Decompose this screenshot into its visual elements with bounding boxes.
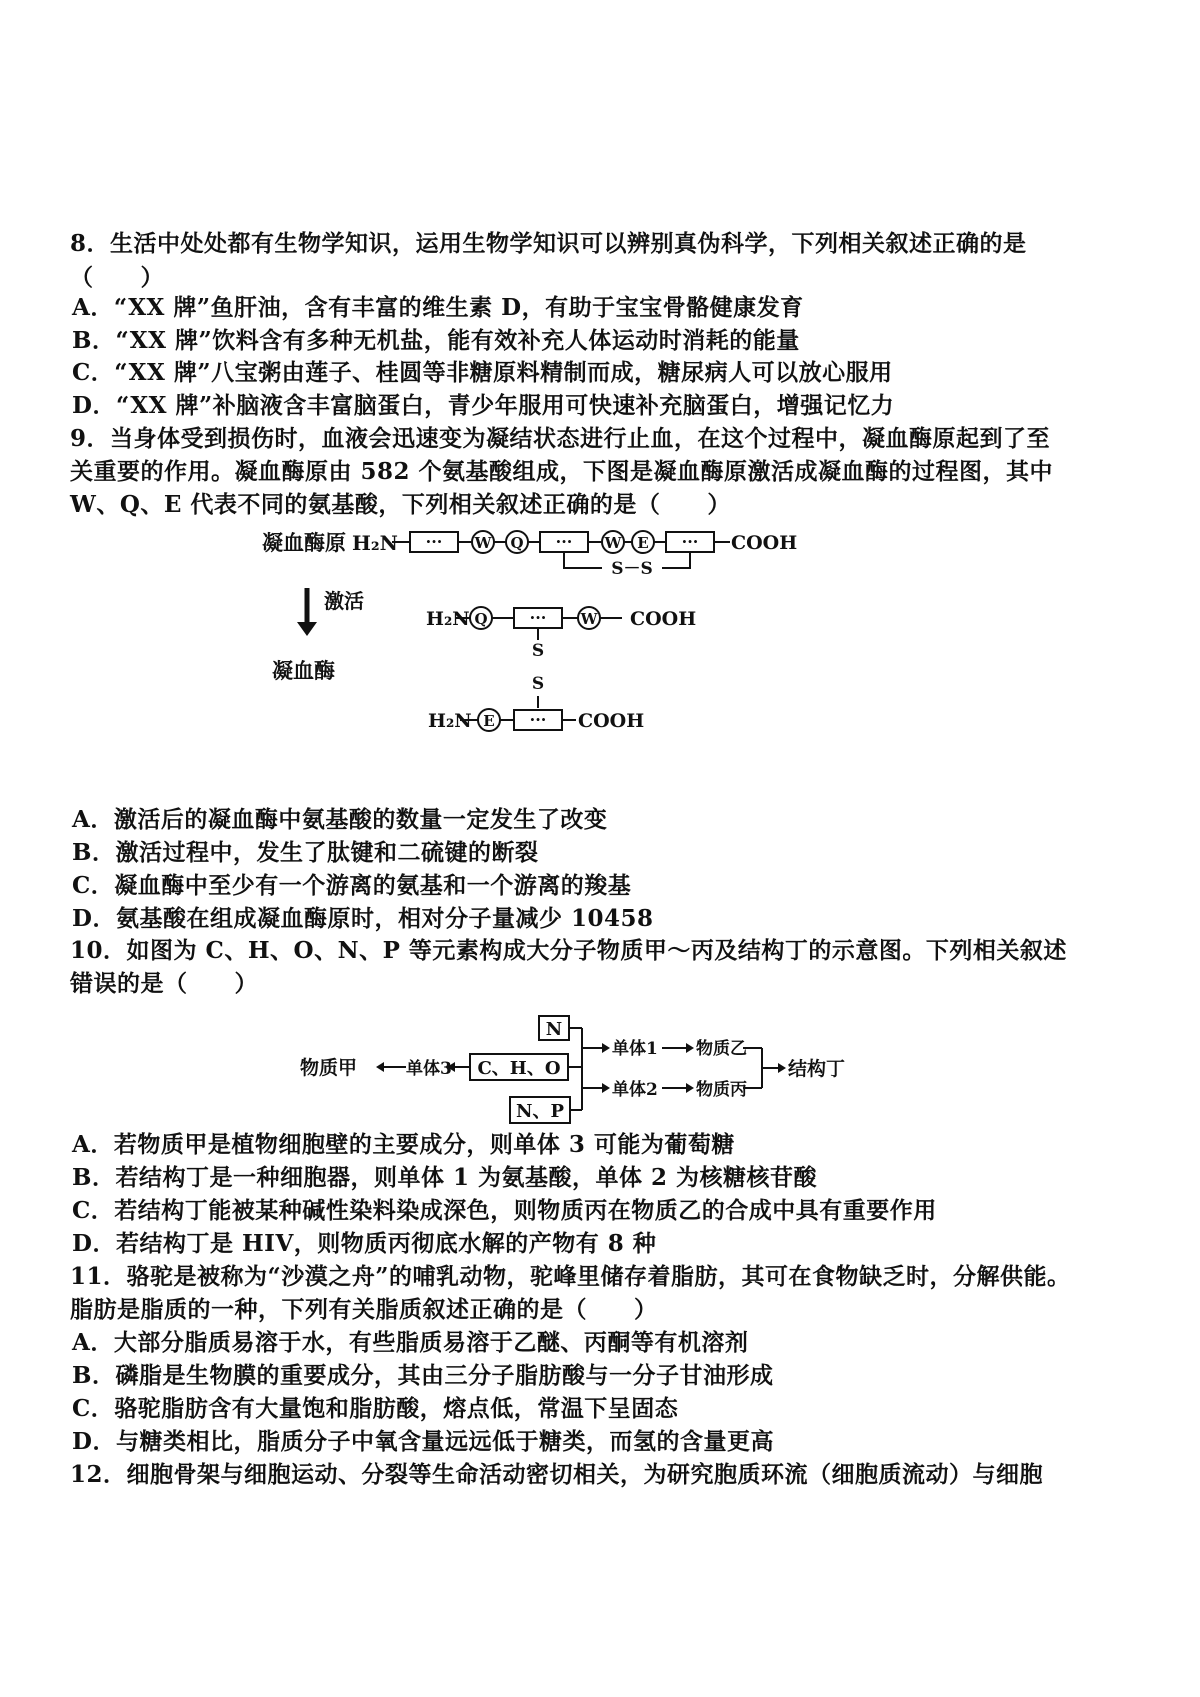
q9-stem-line-2: 关重要的作用。凝血酶原由 582 个氨基酸组成，下图是凝血酶原激活成凝血酶的过程图，其中 [70, 458, 1054, 485]
q8-option-d: D．“XX 牌”补脑液含丰富脑蛋白，青少年服用可快速补充脑蛋白，增强记忆力 [72, 392, 895, 419]
prothrombin-ellipsis-2: ··· [555, 532, 573, 551]
q11-option-a: A．大部分脂质易溶于水，有些脂质易溶于乙醚、丙酮等有机溶剂 [72, 1329, 749, 1356]
label-monomer-1: 单体1 [612, 1039, 658, 1059]
thrombin-w-label: W [580, 610, 598, 628]
q9-option-c: C．凝血酶中至少有一个游离的氨基和一个游离的羧基 [72, 872, 632, 899]
q8-option-a: A．“XX 牌”鱼肝油，含有丰富的维生素 D，有助于宝宝骨骼健康发育 [72, 294, 804, 321]
thrombin-chain2-cooh: COOH [578, 710, 645, 732]
q8-option-c: C．“XX 牌”八宝粥由莲子、桂圆等非糖原料精制而成，糖尿病人可以放心服用 [72, 359, 893, 386]
label-monomer-3: 单体3 [406, 1059, 452, 1079]
prothrombin-disulfide: S－S [611, 559, 653, 579]
thrombin-e-label: E [483, 712, 495, 730]
thrombin-chain2-h2n: H₂N [428, 710, 472, 732]
label-thrombin: 凝血酶 [272, 658, 335, 683]
prothrombin-w1-label: W [474, 534, 492, 552]
thrombin-s-lower: S [531, 674, 545, 694]
thrombin-ellipsis-1: ··· [529, 608, 547, 627]
q10-option-c: C．若结构丁能被某种碱性染料染成深色，则物质丙在物质乙的合成中具有重要作用 [72, 1197, 937, 1224]
label-prothrombin: 凝血酶原 [262, 530, 346, 555]
q9-option-b: B．激活过程中，发生了肽键和二硫键的断裂 [72, 839, 539, 866]
thrombin-ellipsis-2: ··· [529, 710, 547, 729]
label-activate: 激活 [324, 589, 364, 613]
q11-option-d: D．与糖类相比，脂质分子中氧含量远远低于糖类，而氢的含量更高 [72, 1428, 774, 1455]
activation-arrowhead [297, 622, 317, 636]
q10-stem-line-2: 错误的是（ ） [70, 970, 258, 997]
q9-option-d: D．氨基酸在组成凝血酶原时，相对分子量减少 10458 [72, 905, 654, 932]
label-n: N [545, 1019, 563, 1040]
q8-stem-line-2: （ ） [70, 264, 164, 291]
q9-stem-line-1: 9．当身体受到损伤时，血液会迅速变为凝结状态进行止血，在这个过程中，凝血酶原起到了至 [70, 425, 1051, 452]
q12-stem-line-1: 12．细胞骨架与细胞运动、分裂等生命活动密切相关，为研究胞质环流（细胞质流动）与细胞 [70, 1461, 1044, 1488]
label-monomer-2: 单体2 [612, 1080, 658, 1100]
q9-stem-line-3: W、Q、E 代表不同的氨基酸，下列相关叙述正确的是（ ） [70, 491, 731, 518]
prothrombin-cooh: COOH [731, 532, 798, 554]
q10-macromolecule-diagram [300, 1008, 900, 1133]
q9-thrombin-activation-diagram [250, 522, 950, 742]
prothrombin-w2-label: W [604, 534, 622, 552]
thrombin-chain1-h2n: H₂N [426, 608, 470, 630]
q10-option-d: D．若结构丁是 HIV，则物质丙彻底水解的产物有 8 种 [72, 1230, 657, 1257]
label-structure-ding: 结构丁 [788, 1058, 846, 1080]
q11-option-c: C．骆驼脂肪含有大量饱和脂肪酸，熔点低，常温下呈固态 [72, 1395, 679, 1422]
label-substance-jia: 物质甲 [300, 1057, 358, 1079]
q10-option-a: A．若物质甲是植物细胞壁的主要成分，则单体 3 可能为葡萄糖 [72, 1131, 735, 1158]
q11-stem-line-1: 11．骆驼是被称为“沙漠之舟”的哺乳动物，驼峰里储存着脂肪，其可在食物缺乏时，分解供能。 [70, 1263, 1071, 1290]
prothrombin-ellipsis-3: ··· [681, 532, 699, 551]
prothrombin-e-label: E [637, 534, 649, 552]
q10-stem-line-1: 10．如图为 C、H、O、N、P 等元素构成大分子物质甲～丙及结构丁的示意图。下列相关叙述 [70, 937, 1067, 964]
q8-stem-line-1: 8．生活中处处都有生物学知识，运用生物学知识可以辨别真伪科学，下列相关叙述正确的是 [70, 230, 1027, 257]
q11-stem-line-2: 脂肪是脂质的一种，下列有关脂质叙述正确的是（ ） [70, 1296, 658, 1323]
thrombin-q-label: Q [474, 610, 488, 628]
label-np: N、P [516, 1101, 564, 1122]
q10-option-b: B．若结构丁是一种细胞器，则单体 1 为氨基酸，单体 2 为核糖核苷酸 [72, 1164, 817, 1191]
prothrombin-q-label: Q [510, 534, 524, 552]
label-cho: C、H、O [477, 1058, 561, 1079]
prothrombin-h2n: H₂N [352, 531, 398, 555]
thrombin-chain1-cooh: COOH [630, 608, 697, 630]
label-substance-bing: 物质丙 [696, 1080, 747, 1100]
q8-option-b: B．“XX 牌”饮料含有多种无机盐，能有效补充人体运动时消耗的能量 [72, 327, 800, 354]
q9-option-a: A．激活后的凝血酶中氨基酸的数量一定发生了改变 [72, 806, 608, 833]
q11-option-b: B．磷脂是生物膜的重要成分，其由三分子脂肪酸与一分子甘油形成 [72, 1362, 774, 1389]
thrombin-s-upper: S [531, 641, 545, 661]
prothrombin-ellipsis-1: ··· [425, 532, 443, 551]
label-substance-yi: 物质乙 [696, 1039, 747, 1059]
